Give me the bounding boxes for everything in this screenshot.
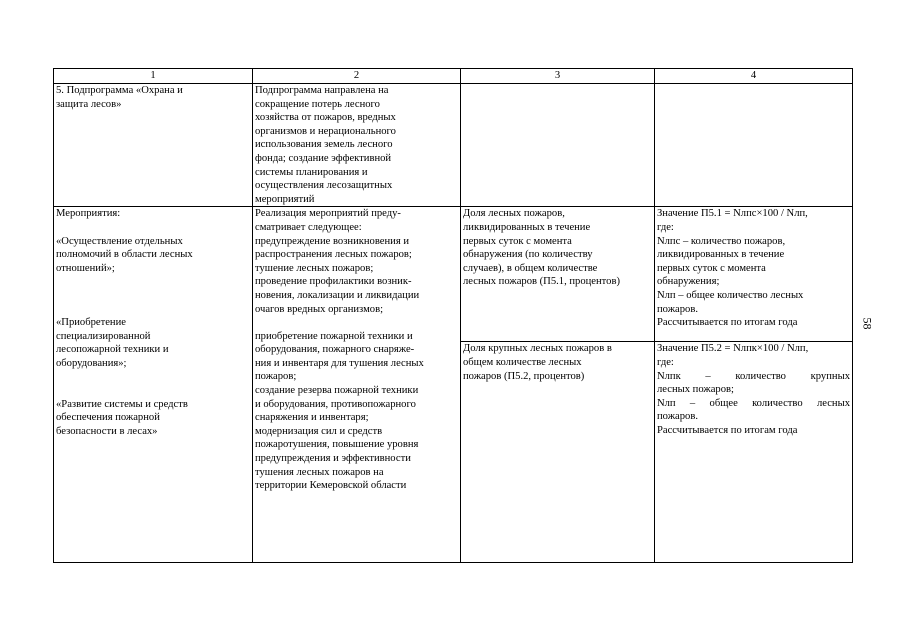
indicator-line: случаев), в общем количестве xyxy=(463,262,598,274)
indicator-line: общем количестве лесных xyxy=(463,356,582,368)
formula-line: Nлп – общее количество лесных xyxy=(657,397,850,409)
measure-line: «Приобретение xyxy=(56,317,126,329)
description-line: территории Кемеровской области xyxy=(255,480,407,492)
formulas-cell xyxy=(655,207,853,563)
goal-line: Подпрограмма направлена на xyxy=(255,85,389,96)
goal-line: фонда; создание эффективной xyxy=(255,152,392,164)
description-line: пожаротушения, повышение уровня xyxy=(255,439,419,451)
measure-line: полномочий в области лесных xyxy=(56,249,193,261)
subprogram-goal-cell xyxy=(253,84,461,207)
description-line: Реализация мероприятий преду- xyxy=(255,208,401,220)
formula-line: Рассчитывается по итогам года xyxy=(657,317,798,329)
indicator-p51 xyxy=(461,207,654,342)
indicator-p52 xyxy=(461,342,654,383)
description-line: предупреждения и эффективности xyxy=(255,453,411,465)
measures-cell xyxy=(54,207,253,563)
page-number: 58 xyxy=(860,317,875,330)
measure-line: «Развитие системы и средств xyxy=(56,398,188,410)
description-line: проведение профилактики возник- xyxy=(255,276,412,288)
goal-line: организмов и нерационального xyxy=(255,125,396,137)
header-col-3: 3 xyxy=(461,69,655,84)
header-col-1: 1 xyxy=(54,69,253,84)
description-line: сматривает следующее: xyxy=(255,221,362,233)
header-col-2: 2 xyxy=(253,69,461,84)
measure-line: безопасности в лесах» xyxy=(56,425,158,437)
header-col-4: 4 xyxy=(655,69,853,84)
formula-line: Nлпс – количество пожаров, xyxy=(657,235,786,247)
formula-line: где: xyxy=(657,356,674,368)
description-line: приобретение пожарной техники и xyxy=(255,330,413,342)
table-header-row xyxy=(54,69,853,84)
empty-cell xyxy=(655,84,853,207)
description-line: очагов вредных организмов; xyxy=(255,303,384,315)
indicator-line: пожаров (П5.2, процентов) xyxy=(463,370,585,382)
measures-description-cell xyxy=(253,207,461,563)
description-line: модернизация сил и средств xyxy=(255,425,383,437)
description-line: распространения лесных пожаров; xyxy=(255,249,412,261)
measures-heading: Мероприятия: xyxy=(56,208,121,220)
description-line: и оборудования, противопожарного xyxy=(255,398,416,410)
formula-line: Nлп – общее количество лесных xyxy=(657,289,804,301)
goal-line: сокращение потерь лесного xyxy=(255,98,380,110)
indicator-line: первых суток с момента xyxy=(463,235,572,247)
description-line: оборудования, пожарного снаряже- xyxy=(255,344,415,356)
formula-line: ликвидированных в течение xyxy=(657,249,785,261)
table-row-subprogram xyxy=(54,84,853,207)
formula-line: первых суток с момента xyxy=(657,262,766,274)
goal-line: хозяйства от пожаров, вредных xyxy=(255,112,396,124)
description-line: тушения лесных пожаров на xyxy=(255,466,384,478)
subprogram-name-cell xyxy=(54,84,253,207)
indicator-line: Доля крупных лесных пожаров в xyxy=(463,343,612,355)
formula-line: обнаружения; xyxy=(657,276,720,288)
indicator-line: ликвидированных в течение xyxy=(463,221,591,233)
description-line: тушение лесных пожаров; xyxy=(255,262,374,274)
measure-line: оборудования»; xyxy=(56,357,127,369)
description-line: снаряжения и инвентаря; xyxy=(255,412,369,424)
formula-line: Значение П5.2 = Nлпк×100 / Nлп, xyxy=(657,343,809,355)
indicator-line: лесных пожаров (П5.1, процентов) xyxy=(463,276,620,288)
description-line: ния и инвентаря для тушения лесных xyxy=(255,357,424,369)
description-line: пожаров; xyxy=(255,371,297,383)
description-line: предупреждение возникновения и xyxy=(255,235,410,247)
document-table xyxy=(53,68,853,563)
indicator-line: обнаружения (по количеству xyxy=(463,249,593,261)
table-row-measures xyxy=(54,207,853,563)
goal-line: мероприятий xyxy=(255,193,315,205)
formula-line: где: xyxy=(657,221,674,233)
formula-line: Значение П5.1 = Nлпс×100 / Nлп, xyxy=(657,208,808,220)
goal-line: системы планирования и xyxy=(255,166,368,178)
subprogram-name-line: 5. Подпрограмма «Охрана и xyxy=(56,85,183,96)
formula-p51 xyxy=(655,207,852,342)
indicators-cell xyxy=(461,207,655,563)
measure-line: «Осуществление отдельных xyxy=(56,235,183,247)
description-line: создание резерва пожарной техники xyxy=(255,385,419,397)
goal-line: осуществления лесозащитных xyxy=(255,180,393,192)
subprogram-name-line: защита лесов» xyxy=(56,98,122,110)
measure-line: специализированной xyxy=(56,330,151,342)
formula-line: Nлпк – количество крупных xyxy=(657,370,850,382)
formula-line: Рассчитывается по итогам года xyxy=(657,424,798,436)
description-line: новения, локализации и ликвидации xyxy=(255,289,420,301)
measure-line: обеспечения пожарной xyxy=(56,412,160,424)
formula-p52 xyxy=(655,342,852,437)
formula-line: лесных пожаров; xyxy=(657,384,734,396)
formula-line: пожаров. xyxy=(657,411,698,423)
goal-line: использования земель лесного xyxy=(255,139,393,151)
measure-line: лесопожарной техники и xyxy=(56,344,169,356)
measure-line: отношений»; xyxy=(56,262,115,274)
indicator-line: Доля лесных пожаров, xyxy=(463,208,565,220)
formula-line: пожаров. xyxy=(657,303,698,315)
empty-cell xyxy=(461,84,655,207)
